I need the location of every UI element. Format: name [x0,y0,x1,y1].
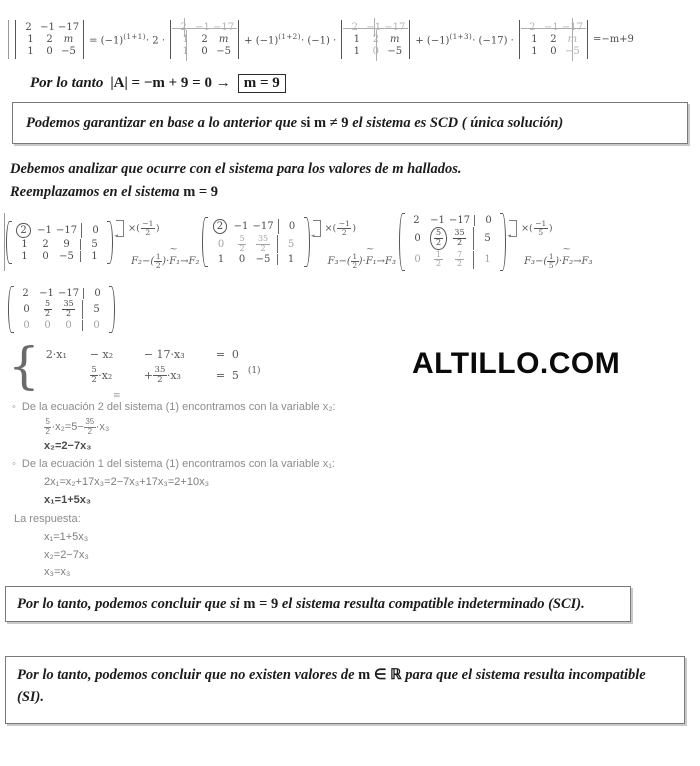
augmented-bar [82,320,83,331]
step-2-equation: 2x₁=x₂+17x₃=2−7x₃+17x₃=2+10x₃ [44,476,210,489]
matrix-delimiter [170,20,171,59]
matrix-cell: m [390,34,400,45]
mult-open: ×( [324,223,337,235]
deduction-line [30,74,286,93]
box-scd-condition: si m ≠ 9 [300,114,349,131]
matrix-cell: 0 [44,319,51,331]
augmented-matrix-3 [399,213,506,271]
op-pre: F₃−( [524,255,548,267]
frac [84,418,96,437]
term-exponent: (1+1) [123,32,146,41]
reduced-matrix [8,286,115,333]
box-scd-part1: Podemos garantizar en base a lo anterior que [26,114,301,131]
equivalence-tilde: ~ [562,243,571,255]
eq1-equals: = [215,348,226,361]
matrix-cell: 1 [21,250,28,262]
equivalence-sign: ≡ [113,390,121,401]
cofactor-expansion-line [8,20,634,59]
matrix-cell: 9 [63,238,70,250]
matrix-body [18,20,81,59]
frac-num: −1 [142,219,154,229]
eq1-term1: 2·x₁ [45,348,67,361]
frac-num: 1 [352,251,358,261]
matrix-delimiter [15,20,16,59]
matrix-cell: −1 [40,22,55,33]
matrix-cell: $\frac{35}{2}$ [454,228,465,247]
matrix-row [174,22,235,33]
matrix-cell: −17 [58,22,80,33]
frac-den: 2 [155,260,161,270]
determinant-minor-2 [339,20,412,59]
equation-system [8,337,274,401]
system-label-1: (1) [247,365,261,376]
gaussian-elimination-row [4,213,595,271]
step-bullet-1 [12,400,336,415]
op-post: )·F₁→F₃ [358,255,396,267]
matrix-cell: 0 [201,46,208,57]
mult-close: ) [352,223,357,235]
analysis-line-2-value: m = 9 [183,184,219,201]
matrix-cell: −1 [364,22,383,33]
matrix-cell: −1 [543,22,559,33]
matrix-cell: 0 [414,254,421,266]
matrix-cell: 0 [238,254,246,266]
system-grid [46,348,274,401]
matrix-cell [13,223,34,238]
augmented-bar [277,235,278,254]
frac-den: 2 [45,426,50,436]
step-1-text: De la ecuación 2 del sistema (1) encontramos con la variable x₂: [21,401,336,413]
matrix-cell: −1 [233,220,249,232]
term-multiplier: · 2 · [145,35,166,47]
box-sci-condition: m = 9 [243,595,279,612]
row-op-3 [509,214,592,270]
frac-num: 5 [45,416,50,426]
matrix-delimiter [107,221,113,264]
conclusion-box-sci [5,586,631,622]
box-si-text [17,667,646,683]
eq-text: ·x₃ [95,420,110,433]
matrix-row [13,239,106,250]
deduction-equation: |A| = −m + 9 = 0 → [110,75,231,91]
matrix-cell: −17 [561,22,583,33]
matrix-delimiter [109,286,115,333]
row-op-1-label [131,243,200,271]
box-si-part2: para que el sistema resulta incompatible [401,667,646,683]
cofactor-term-3 [415,33,513,46]
analysis-line-2 [10,181,462,204]
conclusion-box-scd [12,102,688,144]
matrix-cell: 0 [42,250,49,262]
augmented-bar [80,251,81,262]
matrix-row [13,223,106,238]
op-post: )·F₁→F₂ [162,255,200,267]
matrix-body [344,20,407,59]
frac-num: 35 [85,416,95,426]
frac-den: 2 [87,426,93,436]
matrix-cell: 1 [353,34,360,45]
matrix-cell: −17 [58,288,80,299]
matrix-cell: 2 [25,22,32,33]
matrix-cell: −17 [448,215,471,226]
matrix-row [209,254,302,265]
eq2-term2 [144,366,216,386]
matrix-delimiter [83,20,84,59]
frac-den: 5 [538,228,544,238]
augmented-matrix-4 [8,286,115,333]
equivalence-tilde: ~ [365,243,375,255]
matrix-cell: m [563,34,582,45]
matrix-body [522,20,585,59]
matrix-cell: $\frac{7}{2}$ [456,249,463,269]
frac-den: 2 [157,375,163,386]
determinant-main [13,20,86,59]
box-scd-part2: el sistema es SCD ( única solución) [348,114,564,131]
matrix-cell: −5 [216,46,231,57]
matrix-cell: 0 [92,224,99,236]
matrix-cell: 2 [46,34,53,45]
frac-num: 5 [91,365,97,375]
matrix-cell: −1 [39,288,54,299]
row-op-2-label [327,243,396,271]
augmented-bar [278,219,279,234]
conclusion-box-si [5,656,685,724]
matrix-cell: 0 [485,215,492,226]
frac-den: 2 [91,375,97,386]
solution-steps [12,397,336,583]
matrix-cell: 0 [23,303,30,315]
matrix-delimiter [587,20,588,59]
matrix-cell: $\frac{5}{2}$ [239,233,245,253]
matrix-delimiter [341,20,342,59]
op-fraction [154,253,162,271]
eq2-frac1 [90,366,98,386]
mult-fraction [141,220,155,238]
matrix-cell: 0 [550,46,557,57]
augmented-bar [473,227,474,250]
matrix-cell: $\frac{1}{2}$ [435,249,442,269]
matrix-body [173,20,236,59]
matrix-cell: 2 [42,238,49,250]
matrix-cell: −5 [61,46,76,57]
op-pre: F₂−( [131,255,155,267]
matrix-cell: 1 [176,46,195,57]
augmented-bar [277,254,278,265]
op-fraction [547,253,555,271]
mult-fraction [337,220,351,238]
answer-heading: La respuesta: [14,512,81,525]
box-scd-text [26,115,563,132]
row-op-arrow-icon [116,220,124,237]
eq2-rhs: 5 [231,369,239,383]
frac-den: 2 [341,228,347,238]
matrix-body [14,286,109,333]
eq2-term1-var: ·x₂ [98,369,113,383]
system-brace: { [8,337,40,395]
delimiter-bar [8,20,9,59]
answer-x3: x₃=x₃ [44,566,71,579]
frac-num: −1 [338,219,350,229]
box-sci-text [17,596,585,613]
eq2-plus: + [143,369,154,383]
matrix-cell: 0 [217,238,225,250]
analysis-line-2-text: Reemplazamos en el sistema [10,184,184,201]
frac-num: −1 [535,219,547,229]
matrix-cell: 2 [529,22,536,33]
matrix-cell: −5 [255,254,271,266]
deduction-lead-text: Por lo tanto [30,75,104,91]
eq2-equals: = [215,369,226,383]
matrix-cell: −17 [56,224,78,236]
boxed-result-m9: m = 9 [238,74,286,93]
frac [44,418,51,437]
matrix-cell: $\frac{5}{2}$ [45,299,51,318]
op-post: )·F₂→F₃ [555,255,593,267]
mult-close: ) [548,223,553,235]
matrix-delimiter [409,20,410,59]
matrix-delimiter [304,217,310,268]
row-op-2-multiplier [313,220,356,238]
matrix-cell: 1 [217,254,225,266]
row-op-arrow-icon [509,220,517,237]
step-1-result: x₂=2−7x₃ [44,440,92,453]
matrix-row [209,219,302,234]
matrix-cell: 0 [46,46,53,57]
matrix-row [15,320,108,331]
term-exponent: (1+3) [449,32,473,41]
box-si-part1: Por lo tanto, podemos concluir que no existen valores de [17,667,359,683]
op-fraction [351,253,359,271]
matrix-cell: −17 [384,22,406,33]
matrix-delimiter [238,20,239,59]
matrix-cell: −17 [213,22,235,33]
matrix-cell: 0 [288,220,296,232]
term-exponent: (1+2) [278,32,301,41]
mult-open: ×( [521,223,533,235]
row-op-3-label [524,243,593,271]
matrix-cell: −5 [387,46,403,57]
matrix-cell: 5 [484,232,491,244]
cofactor-term-2 [244,33,336,46]
matrix-row [19,22,80,33]
matrix-cell: 1 [353,46,360,57]
matrix-cell: 2 [201,34,208,45]
matrix-cell: 1 [531,34,538,45]
matrix-cell: −1 [195,22,210,33]
altillo-watermark: ALTILLO.COM [412,347,621,380]
term-base: + (−1) [244,35,279,47]
matrix-row [15,288,108,299]
matrix-cell: 0 [65,319,72,331]
matrix-cell: 2 [351,22,358,33]
matrix-row [174,34,235,45]
matrix-cell: m [63,34,74,45]
eq1-term3: − 17·x₃ [143,348,185,361]
matrix-body [12,221,107,264]
matrix-cell: 2 [174,22,193,33]
eq1-term2: − x₂ [89,348,114,361]
matrix-cell: −5 [563,46,582,57]
matrix-row [19,34,80,45]
matrix-row [523,34,584,45]
step-2-result: x₁=1+5x₃ [44,493,91,506]
matrix-row [523,46,584,57]
matrix-cell: −5 [59,250,74,262]
matrix-row [523,22,584,33]
term-base: + (−1) [415,35,450,47]
step-1-equation [44,418,336,437]
matrix-cell: −1 [430,215,445,226]
matrix-cell: −17 [252,220,274,232]
row-op-1 [116,214,199,270]
eq2-term1 [90,366,144,386]
augmented-bar [81,223,82,238]
frac-den: 2 [145,228,151,238]
frac-num: 1 [548,251,554,261]
term-multiplier: · (−1) · [300,35,337,47]
matrix-cell: 0 [94,288,101,299]
determinant-minor-3 [517,20,590,59]
matrix-cell [209,219,230,234]
step-bullet-2 [12,457,336,472]
matrix-cell: 5 [93,303,100,315]
matrix-cell: $\frac{35}{2}$ [63,299,74,318]
frac-num: 35 [154,365,166,375]
expansion-result: =−m+9 [592,34,634,45]
bullet-icon: ◦ [12,401,16,413]
circled-pivot: 2 [16,223,30,238]
step-2-text: De la ecuación 1 del sistema (1) encontramos con la variable x₁: [21,458,335,471]
matrix-row [13,251,106,262]
matrix-row [19,46,80,57]
matrix-cell: $\frac{35}{2}$ [257,233,269,253]
row-op-arrow-icon [313,220,321,237]
matrix-delimiter [500,213,506,271]
circled-pivot: $\frac{5}{2}$ [430,227,446,250]
equivalence-tilde: ~ [169,243,178,255]
matrix-cell: 1 [91,250,98,262]
matrix-row [15,300,108,319]
augmented-matrix-2 [202,217,309,268]
matrix-body [405,213,500,271]
matrix-cell: 2 [550,34,557,45]
eq-text: ·x₂=5− [51,420,84,433]
matrix-row [406,215,499,226]
matrix-delimiter [519,20,520,59]
matrix-cell: 5 [287,238,295,250]
matrix-cell: 1 [531,46,538,57]
matrix-cell: −1 [37,224,52,236]
augmented-bar [82,300,83,319]
eq2-frac2 [153,366,167,386]
analysis-paragraph [10,158,462,204]
frac-den: 5 [548,260,554,270]
matrix-row [209,235,302,254]
augmented-bar [473,251,474,270]
circled-pivot: 2 [213,219,227,234]
eq2-term2-var: ·x₃ [166,369,181,383]
answer-x1: x₁=1+5x₃ [44,530,89,543]
term-multiplier: · (−17) · [472,35,514,47]
matrix-cell: 0 [93,319,100,331]
matrix-body [208,217,303,268]
mult-fraction [534,220,548,238]
augmented-bar [474,215,475,226]
augmented-bar [80,239,81,250]
matrix-cell [428,227,449,250]
box-sci-part2: el sistema resulta compatible indeterminado (SCI). [278,595,585,612]
row-op-1-multiplier [116,220,159,238]
augmented-bar [83,288,84,299]
mult-close: ) [155,223,160,235]
matrix-row [406,251,499,270]
determinant-minor-1 [168,20,241,59]
matrix-cell: 1 [484,254,491,266]
answer-x2: x₂=2−7x₃ [44,548,89,561]
matrix-cell: 0 [414,232,421,244]
box-si-condition: m ∈ ℝ [358,667,402,683]
box-sci-part1: Por lo tanto, podemos concluir que si [17,595,244,612]
matrix-cell: 2 [366,34,385,45]
matrix-cell: 0 [23,319,30,331]
augmented-matrix-1 [6,221,113,264]
frac-den: 2 [352,260,358,270]
matrix-cell: 1 [287,254,295,266]
op-pre: F₃−( [327,255,351,267]
row-op-2 [313,214,396,270]
matrix-cell: 1 [176,34,195,45]
bullet-icon: ◦ [12,458,16,471]
matrix-row [345,46,406,57]
delimiter-bar [4,213,5,271]
row-op-3-multiplier [509,220,552,238]
matrix-cell: 0 [366,46,385,57]
matrix-row [406,227,499,250]
eq1-rhs: 0 [231,348,239,361]
matrix-cell: 2 [22,288,29,299]
term-base: = (−1) [89,35,124,47]
matrix-cell: 1 [27,46,34,57]
matrix-cell: 1 [21,238,28,250]
frac-num: 1 [155,251,161,261]
matrix-cell: 1 [27,34,34,45]
matrix-cell: m [218,34,229,45]
matrix-cell: 5 [91,238,98,250]
cofactor-term-1 [89,33,165,46]
analysis-line-1: Debemos analizar que ocurre con el sistema para los valores de m hallados. [10,161,462,177]
matrix-row [174,46,235,57]
mult-open: ×( [128,223,140,235]
box-si-part3: (SI). [17,688,44,705]
matrix-cell: 2 [413,215,420,226]
